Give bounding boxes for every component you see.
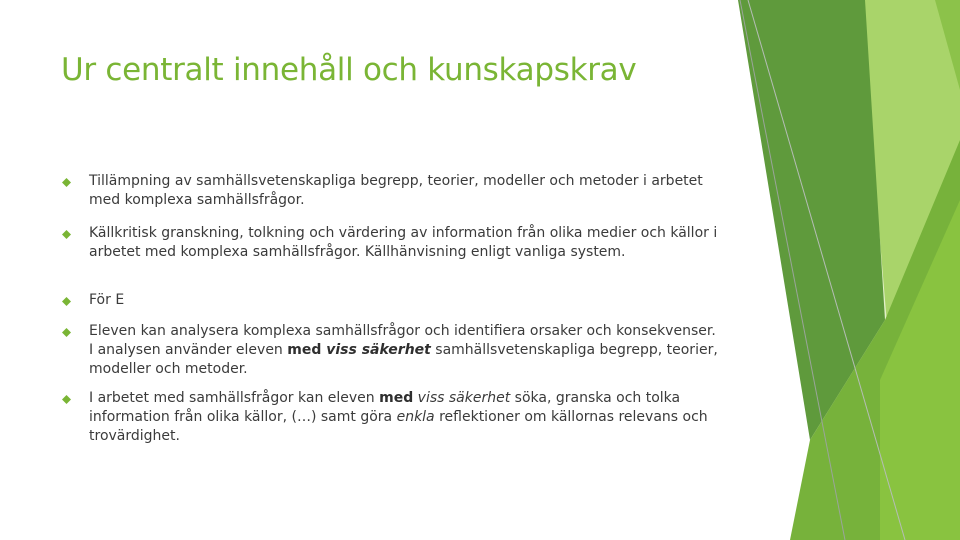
- bold-segment: med: [379, 390, 414, 406]
- text-segment: reflektioner om källornas relevans och trovärdighet.: [89, 409, 708, 444]
- bullet-text: [89, 390, 708, 444]
- text-segment: Eleven kan analysera komplexa samhällsfrågor och identifiera orsaker och konsekvenser. I analysen använder eleven: [89, 323, 716, 358]
- bullet-text: Tillämpning av samhällsvetenskapliga begrepp, teorier, modeller och metoder i arbetet med komplexa samhällsfrågor.: [89, 173, 703, 208]
- bullet-item: [62, 172, 722, 210]
- italic-segment: viss säkerhet: [413, 390, 511, 406]
- italic-segment: enkla: [396, 409, 435, 425]
- bullet-item: [62, 389, 722, 446]
- text-segment: samhällsvetenskapliga begrepp, teorier, modeller och metoder.: [89, 342, 718, 377]
- bullet-text: För E: [89, 292, 125, 308]
- text-segment: söka, granska och tolka information från olika källor, (…) samt göra: [89, 390, 681, 425]
- slide-title: Ur centralt innehåll och kunskapskrav: [61, 52, 637, 88]
- diamond-bullet-icon: [62, 328, 71, 337]
- bullet-text: Källkritisk granskning, tolkning och värdering av information från olika medier och källor i arbetet med komplexa samhällsfrågor. Källhänvisning enligt vanliga system.: [89, 225, 718, 260]
- italic-segment: viss säkerhet: [321, 342, 431, 358]
- diamond-bullet-icon: [62, 297, 71, 306]
- text-segment: I arbetet med samhällsfrågor kan eleven: [89, 390, 380, 406]
- bullet-list: [62, 172, 722, 460]
- diamond-bullet-icon: [62, 178, 71, 187]
- bold-segment: med: [287, 342, 322, 358]
- bullet-item: [62, 224, 722, 262]
- diamond-bullet-icon: [62, 395, 71, 404]
- diamond-bullet-icon: [62, 230, 71, 239]
- bullet-item: [62, 322, 722, 379]
- bullet-text: [89, 323, 718, 377]
- bullet-item: [62, 291, 722, 310]
